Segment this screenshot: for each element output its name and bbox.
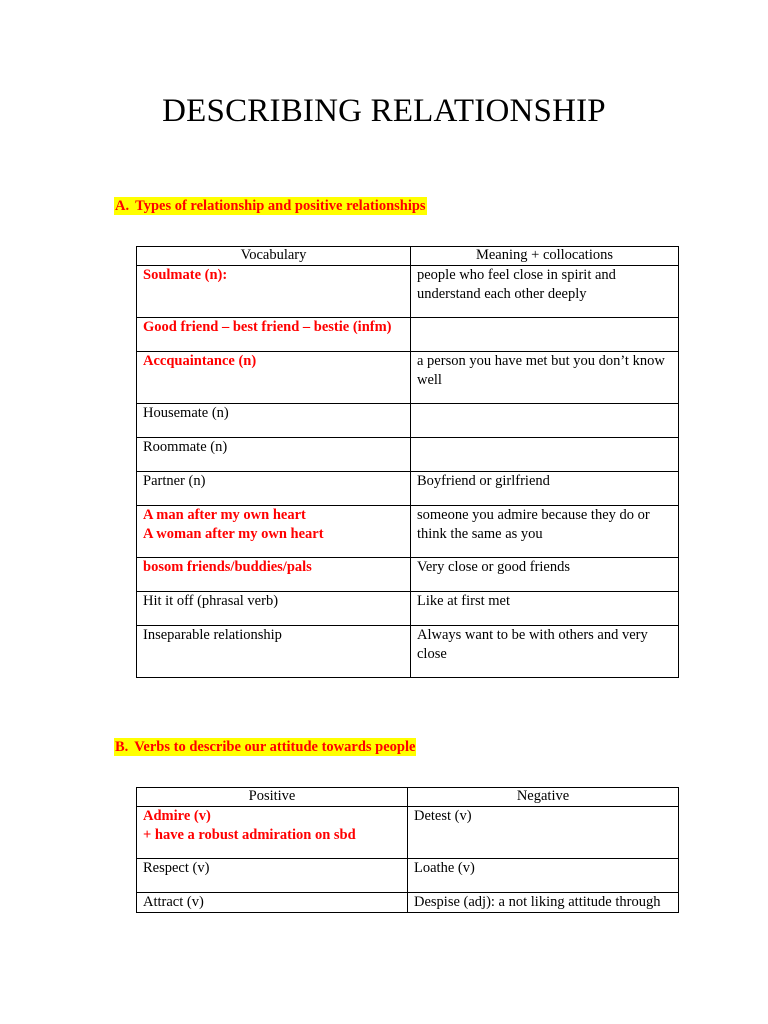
- table-row: [137, 266, 679, 318]
- positive-cell: [137, 859, 408, 893]
- table-row: [137, 893, 679, 913]
- vocabulary-cell: [137, 438, 411, 472]
- vocabulary-cell: [137, 626, 411, 678]
- vocabulary-cell: [137, 592, 411, 626]
- column-header-positive: Positive: [137, 788, 408, 807]
- table-row: [137, 592, 679, 626]
- meaning-cell: [411, 438, 679, 472]
- negative-cell: Despise (adj): a not liking attitude through: [408, 893, 679, 913]
- table-row: [137, 472, 679, 506]
- vocabulary-term: Hit it off (phrasal verb): [143, 593, 279, 609]
- table-row: [137, 506, 679, 558]
- vocabulary-term: Soulmate (n):: [143, 267, 228, 283]
- section-b-marker: B.: [115, 739, 129, 755]
- table-header-row: [137, 247, 679, 266]
- negative-cell: Detest (v): [408, 807, 679, 859]
- relationship-vocabulary-table: [136, 246, 679, 678]
- positive-verb: Respect (v): [143, 860, 210, 876]
- vocabulary-term: Inseparable relationship: [143, 627, 282, 643]
- table-row: [137, 626, 679, 678]
- vocabulary-cell: [137, 558, 411, 592]
- positive-verb: Attract (v): [143, 894, 204, 910]
- table-row: [137, 318, 679, 352]
- section-b-heading-text: Verbs to describe our attitude towards people: [134, 739, 416, 755]
- meaning-cell: people who feel close in spirit and understand each other deeply: [411, 266, 679, 318]
- column-header-negative: Negative: [408, 788, 679, 807]
- positive-verb: + have a robust admiration on sbd: [143, 826, 356, 843]
- vocabulary-cell: [137, 404, 411, 438]
- vocabulary-term: Accquaintance (n): [143, 353, 257, 369]
- negative-cell: Loathe (v): [408, 859, 679, 893]
- meaning-cell: Very close or good friends: [411, 558, 679, 592]
- section-a-heading: [114, 197, 427, 215]
- table-row: [137, 438, 679, 472]
- vocabulary-term: Roommate (n): [143, 439, 228, 455]
- table-row: [137, 558, 679, 592]
- vocabulary-cell: [137, 352, 411, 404]
- meaning-cell: someone you admire because they do or think the same as you: [411, 506, 679, 558]
- table-row: [137, 404, 679, 438]
- section-a-heading-text: Types of relationship and positive relationships: [135, 198, 426, 214]
- vocabulary-term: Good friend – best friend – bestie (infm): [143, 319, 392, 335]
- meaning-cell: a person you have met but you don’t know well: [411, 352, 679, 404]
- column-header-vocabulary: Vocabulary: [137, 247, 411, 266]
- vocabulary-cell: [137, 506, 411, 558]
- table-row: [137, 352, 679, 404]
- table-header-row: [137, 788, 679, 807]
- vocabulary-term: A woman after my own heart: [143, 525, 324, 542]
- vocabulary-term: Partner (n): [143, 473, 206, 489]
- meaning-cell: [411, 404, 679, 438]
- table-row: [137, 807, 679, 859]
- page-title: DESCRIBING RELATIONSHIP: [162, 93, 606, 129]
- meaning-cell: Always want to be with others and very close: [411, 626, 679, 678]
- column-header-meaning: Meaning + collocations: [411, 247, 679, 266]
- positive-verb: Admire (v): [143, 808, 211, 824]
- vocabulary-term: Housemate (n): [143, 405, 229, 421]
- meaning-cell: [411, 318, 679, 352]
- section-b-heading: [114, 738, 416, 756]
- meaning-cell: Boyfriend or girlfriend: [411, 472, 679, 506]
- attitude-verbs-table: [136, 787, 679, 913]
- positive-cell: [137, 807, 408, 859]
- section-a-marker: A.: [115, 198, 130, 214]
- vocabulary-cell: [137, 318, 411, 352]
- vocabulary-cell: [137, 266, 411, 318]
- vocabulary-term: A man after my own heart: [143, 507, 306, 523]
- vocabulary-term: bosom friends/buddies/pals: [143, 559, 312, 575]
- table-row: [137, 859, 679, 893]
- vocabulary-cell: [137, 472, 411, 506]
- positive-cell: [137, 893, 408, 913]
- meaning-cell: Like at first met: [411, 592, 679, 626]
